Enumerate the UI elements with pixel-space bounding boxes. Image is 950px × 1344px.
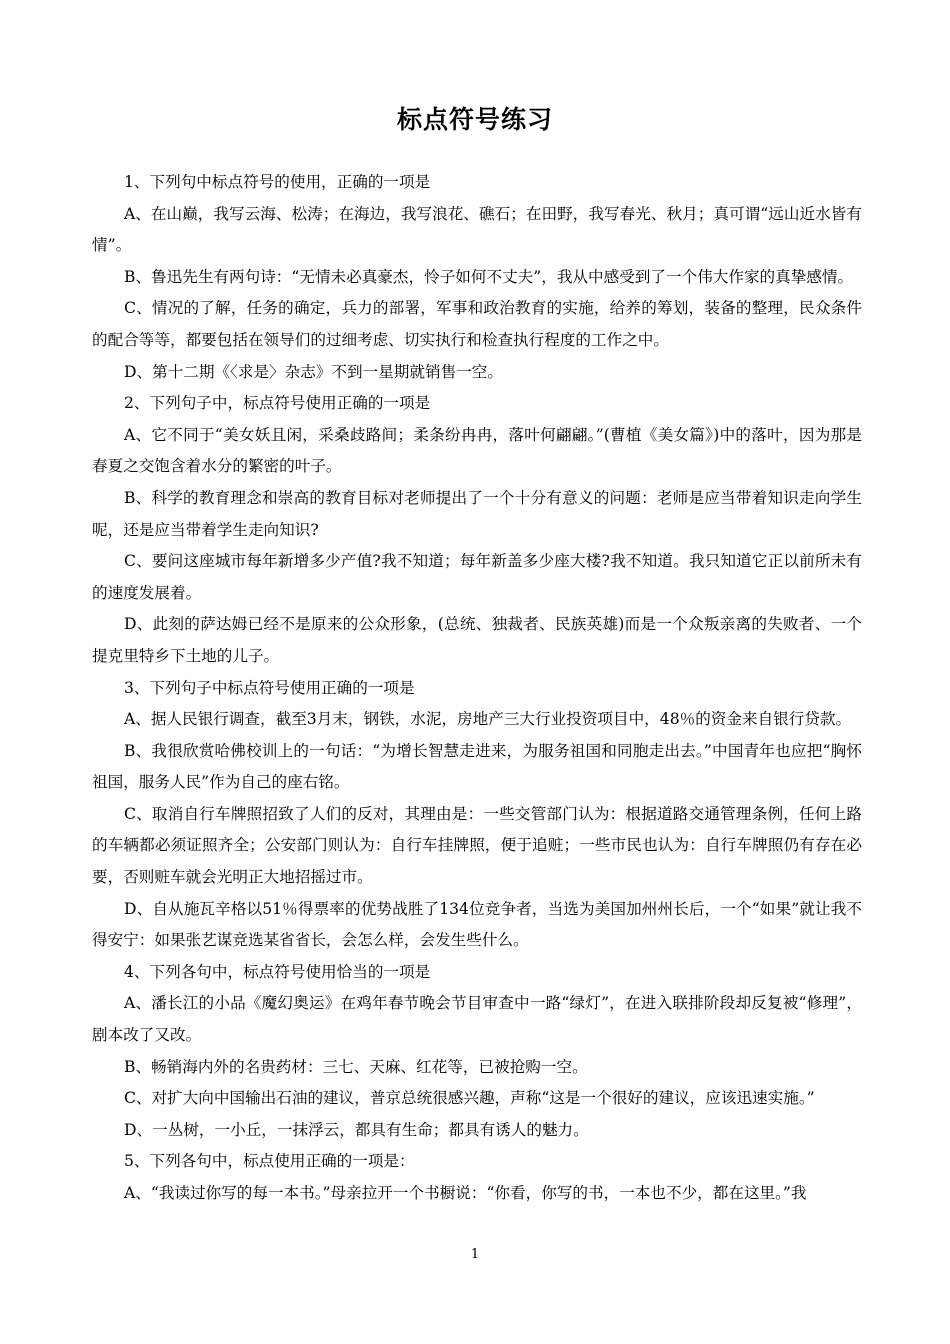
question-2-option-d: D、此刻的萨达姆已经不是原来的公众形象，(总统、独裁者、民族英雄)而是一个众叛亲离的失败者、一个提克里特乡下土地的儿子。 [92,615,862,665]
question-4-option-b: B、畅销海内外的名贵药材：三七、天麻、红花等，已被抢购一空。 [124,1057,588,1076]
document-body [92,167,862,1210]
question-1-option-c: C、情况的了解，任务的确定，兵力的部署，军事和政治教育的实施，给养的筹划，装备的整理，民众条件的配合等等，都要包括在领导们的过细考虑、切实执行和检查执行程度的工作之中。 [92,299,862,349]
page-number: 1 [470,1247,480,1262]
question-2-stem: 2、下列句子中，标点符号使用正确的一项是 [124,394,431,413]
question-1-option-b: B、鲁迅先生有两句诗：“无情未必真豪杰，怜子如何不丈夫”，我从中感受到了一个伟大作家的真挚感情。 [124,267,854,286]
question-4-stem: 4、下列各句中，标点符号使用恰当的一项是 [124,962,431,981]
question-3-option-d: D、自从施瓦辛格以51％得票率的优势战胜了134位竞争者，当选为美国加州州长后，一个“如果”就让我不得安宁：如果张艺谋竞选某省省长，会怎么样，会发生些什么。 [92,899,862,950]
question-3-stem: 3、下列句子中标点符号使用正确的一项是 [124,678,415,697]
question-3-option-a: A、据人民银行调查，截至3月末，钢铁，水泥，房地产三大行业投资项目中，48％的资金来自银行贷款。 [124,710,852,729]
question-4-option-d: D、一丛树，一小丘，一抹浮云，都具有生命；都具有诱人的魅力。 [124,1120,589,1139]
question-2-option-b: B、科学的教育理念和崇高的教育目标对老师提出了一个十分有意义的问题：老师是应当带着知识走向学生呢，还是应当带着学生走向知识? [92,488,862,539]
question-4-option-a: A、潘长江的小品《魔幻奥运》在鸡年春节晚会节目审查中一路“绿灯”，在进入联排阶段却反复被“修理”，剧本改了又改。 [92,994,862,1045]
question-1-option-d: D、第十二期《〈求是〉杂志》不到一星期就销售一空。 [124,362,503,381]
question-1-option-a: A、在山巅，我写云海、松涛；在海边，我写浪花、礁石；在田野，我写春光、秋月；真可谓“远山近水皆有情”。 [92,204,862,255]
question-3-option-b: B、我很欣赏哈佛校训上的一句话：“为增长智慧走进来，为服务祖国和同胞走出去。”中国青年也应把“胸怀祖国，服务人民”作为自己的座右铭。 [92,741,862,792]
question-3-option-c: C、取消自行车牌照招致了人们的反对，其理由是：一些交管部门认为：根据道路交通管理条例，任何上路的车辆都必须证照齐全；公安部门则认为：自行车挂牌照，便于追赃；一些市民也认为：自行车牌照仍有存在必要，否则赃车就会光明正大地招摇过市。 [92,804,862,887]
question-1-stem: 1、下列句中标点符号的使用，正确的一项是 [124,173,431,191]
question-4-option-c: C、对扩大向中国输出石油的建议，普京总统很感兴趣，声称“这是一个很好的建议，应该迅速实施。” [124,1089,815,1108]
question-2-option-c: C、要问这座城市每年新增多少产值?我不知道；每年新盖多少座大楼?我不知道。我只知道它正以前所未有的速度发展着。 [92,552,862,602]
question-5-stem: 5、下列各句中，标点使用正确的一项是： [124,1152,415,1171]
page-title: 标点符号练习 [396,105,553,134]
question-5-option-a: A、“我读过你写的每一本书。”母亲拉开一个书橱说：“你看，你写的书，一本也不少，都在这里。”我 [124,1184,807,1202]
question-2-option-a: A、它不同于“美女妖且闲，采桑歧路间；柔条纷冉冉，落叶何翩翩。”(曹植《美女篇》)中的落叶，因为那是春夏之交饱含着水分的繁密的叶子。 [92,425,862,476]
